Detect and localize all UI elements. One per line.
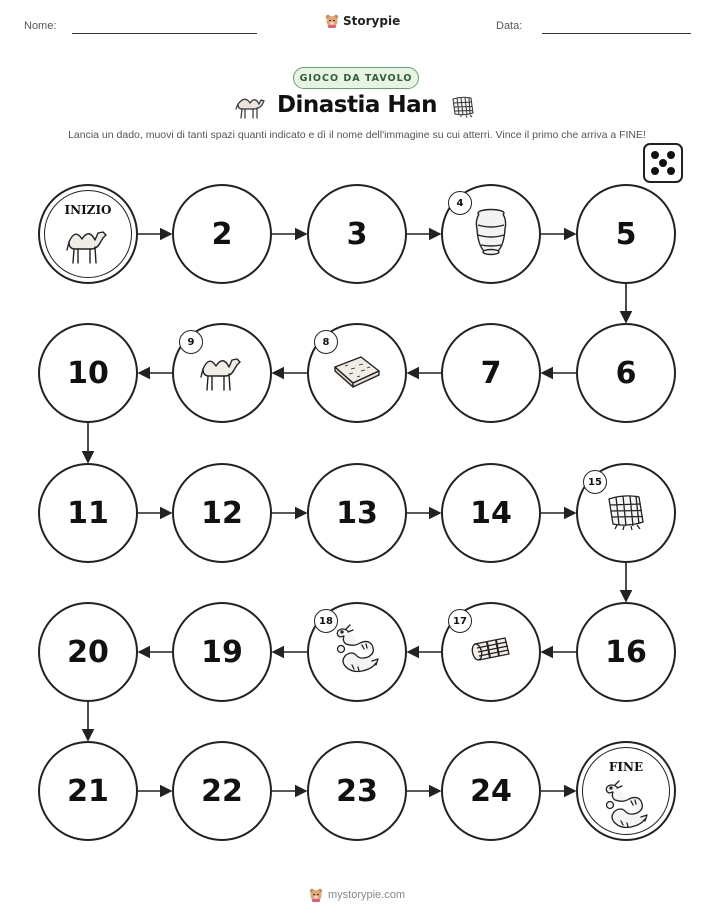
space-number: 22 [201, 773, 243, 809]
board-space-24 [441, 741, 541, 841]
space-number: 13 [336, 495, 378, 531]
board-space-4 [441, 184, 541, 284]
name-label: Nome: [24, 20, 57, 32]
bear-mascot-icon [309, 888, 323, 902]
space-number-badge: 9 [179, 330, 203, 354]
category-tag: GIOCO DA TAVOLO [293, 67, 419, 89]
footer [0, 888, 714, 902]
brick-icon [331, 351, 383, 395]
space-number: 19 [201, 634, 243, 670]
board-space-22 [172, 741, 272, 841]
board-space-13 [307, 463, 407, 563]
space-number: 23 [336, 773, 378, 809]
board-space-10 [38, 323, 138, 423]
space-number-badge: 18 [314, 609, 338, 633]
finish-space [576, 741, 676, 841]
dragon-icon [601, 779, 651, 837]
board-space-6 [576, 323, 676, 423]
space-number: 12 [201, 495, 243, 531]
space-number: 5 [615, 216, 637, 252]
board-space-23 [307, 741, 407, 841]
board-space-15 [576, 463, 676, 563]
space-number: 24 [470, 773, 512, 809]
space-label: FINE [608, 760, 644, 774]
start-space [38, 184, 138, 284]
dragon-icon [332, 623, 382, 681]
space-number-badge: 15 [583, 470, 607, 494]
board-space-9 [172, 323, 272, 423]
board-space-5 [576, 184, 676, 284]
board-space-8 [307, 323, 407, 423]
board-space-11 [38, 463, 138, 563]
board-space-17 [441, 602, 541, 702]
space-number: 16 [605, 634, 647, 670]
vase-icon [469, 207, 513, 261]
footer-url: mystorypie.com [327, 889, 406, 901]
space-number: 6 [615, 355, 637, 391]
space-number: 2 [211, 216, 233, 252]
board-space-16 [576, 602, 676, 702]
space-number: 3 [346, 216, 368, 252]
board-space-20 [38, 602, 138, 702]
board-space-12 [172, 463, 272, 563]
board-space-18 [307, 602, 407, 702]
board-space-7 [441, 323, 541, 423]
instructions: Lancia un dado, muovi di tanti spazi quanti indicato e dì il nome dell'immagine su cui atterri. Vince il primo che arriva a FINE! [68, 129, 646, 141]
board-space-21 [38, 741, 138, 841]
board-space-14 [441, 463, 541, 563]
bamboo-scroll-icon [467, 634, 515, 670]
space-number-badge: 4 [448, 191, 472, 215]
space-label: INIZIO [64, 203, 112, 217]
space-number: 11 [67, 495, 109, 531]
camel-icon [197, 349, 247, 397]
brand-name: Storypie [343, 14, 401, 28]
board-space-2 [172, 184, 272, 284]
space-number: 7 [480, 355, 502, 391]
camel-icon [63, 222, 113, 270]
space-number-badge: 8 [314, 330, 338, 354]
space-number: 14 [470, 495, 512, 531]
date-label: Data: [496, 20, 523, 32]
page-title: Dinastia Han [276, 92, 438, 118]
board-space-3 [307, 184, 407, 284]
space-number: 10 [67, 355, 109, 391]
space-number: 21 [67, 773, 109, 809]
board-space-19 [172, 602, 272, 702]
space-number-badge: 17 [448, 609, 472, 633]
space-number: 20 [67, 634, 109, 670]
silk-cloth-icon [604, 491, 648, 535]
